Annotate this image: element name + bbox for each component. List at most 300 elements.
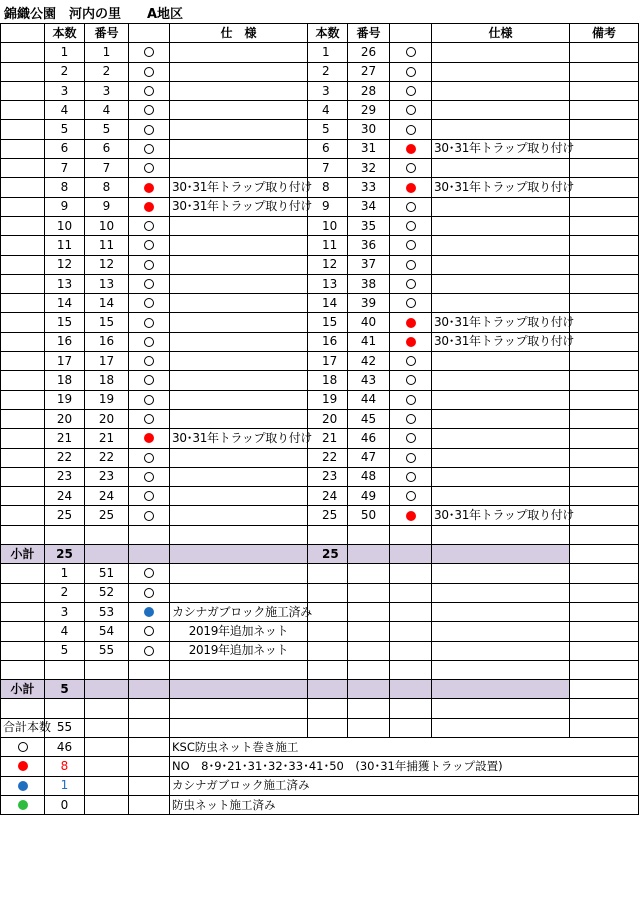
number-cell-2: 37 [348, 255, 390, 274]
empty-cell [390, 718, 432, 737]
table-row [1, 332, 639, 351]
empty-cell [1, 274, 45, 293]
empty-cell [1, 43, 45, 62]
number-cell-2: 26 [348, 43, 390, 62]
number-cell-2: 36 [348, 236, 390, 255]
status-cell [129, 409, 170, 428]
spec-cell-2: 30･31年トラップ取り付け [432, 506, 570, 525]
count-cell-2: 3 [308, 81, 348, 100]
status-cell [129, 641, 170, 660]
number-cell: 19 [85, 390, 129, 409]
remarks-cell [570, 236, 639, 255]
count-cell: 5 [45, 120, 85, 139]
number-cell: 55 [85, 641, 129, 660]
status-cell [129, 332, 170, 351]
spec-cell-2: 30･31年トラップ取り付け [432, 178, 570, 197]
legend-text: NO 8･9･21･31･32･33･41･50 (30･31年捕獲トラップ設置) [170, 757, 639, 776]
empty-cell [1, 139, 45, 158]
total-label: 合計本数 [1, 718, 45, 737]
status-cell [129, 43, 170, 62]
spec-cell [170, 274, 308, 293]
number-cell: 20 [85, 409, 129, 428]
legend-marker [1, 776, 45, 795]
number-cell: 54 [85, 622, 129, 641]
number-cell-2: 34 [348, 197, 390, 216]
empty-cell [1, 467, 45, 486]
count-cell-2: 5 [308, 120, 348, 139]
number-cell: 3 [85, 81, 129, 100]
empty-cell [1, 506, 45, 525]
spec-cell [170, 81, 308, 100]
empty-cell [390, 583, 432, 602]
count-cell-2: 25 [308, 506, 348, 525]
count-cell: 24 [45, 487, 85, 506]
subtotal-cell [348, 680, 390, 699]
red-dot-icon [406, 144, 416, 154]
empty-cell [170, 525, 308, 544]
remarks-cell [570, 371, 639, 390]
number-cell: 14 [85, 294, 129, 313]
remarks-cell [570, 120, 639, 139]
remarks-cell [570, 332, 639, 351]
open-circle-icon [144, 67, 154, 77]
empty-cell [570, 525, 639, 544]
header-row [1, 24, 639, 43]
open-circle-icon [144, 86, 154, 96]
empty-cell [129, 795, 170, 814]
number-cell-2: 44 [348, 390, 390, 409]
number-cell: 7 [85, 159, 129, 178]
spec-cell: 30･31年トラップ取り付け [170, 197, 308, 216]
number-cell-2: 35 [348, 216, 390, 235]
count-cell: 15 [45, 313, 85, 332]
open-circle-icon [144, 260, 154, 270]
subtotal-row [1, 680, 639, 699]
status-cell [129, 622, 170, 641]
spec-cell-2 [432, 255, 570, 274]
open-circle-icon [406, 105, 416, 115]
number-cell-2: 30 [348, 120, 390, 139]
count-cell-2: 14 [308, 294, 348, 313]
summary-row [1, 718, 639, 737]
spec-cell-2: 30･31年トラップ取り付け [432, 313, 570, 332]
empty-cell [570, 602, 639, 621]
empty-cell [570, 660, 639, 679]
status-cell [129, 390, 170, 409]
empty-cell [308, 660, 348, 679]
count-cell-2: 7 [308, 159, 348, 178]
empty-cell [390, 641, 432, 660]
spec-cell [170, 409, 308, 428]
status-cell-2 [390, 371, 432, 390]
table-row [1, 506, 639, 525]
number-cell: 15 [85, 313, 129, 332]
empty-cell [570, 583, 639, 602]
subtotal-row [1, 545, 639, 564]
empty-cell [348, 525, 390, 544]
status-cell-2 [390, 139, 432, 158]
spec-cell [170, 583, 308, 602]
red-dot-icon [18, 761, 28, 771]
empty-cell [1, 197, 45, 216]
spec-cell [170, 43, 308, 62]
empty-cell [390, 622, 432, 641]
subtotal-cell [432, 545, 570, 564]
header-spec: 仕 様 [170, 24, 308, 43]
subtotal-cell [129, 545, 170, 564]
open-circle-icon [144, 588, 154, 598]
open-circle-icon [144, 125, 154, 135]
number-cell: 13 [85, 274, 129, 293]
legend-count: 1 [45, 776, 85, 795]
empty-cell [432, 622, 570, 641]
remarks-cell [570, 62, 639, 81]
empty-cell [45, 525, 85, 544]
green-dot-icon [18, 800, 28, 810]
table-row [1, 43, 639, 62]
header-blank [1, 24, 45, 43]
spec-cell-2 [432, 101, 570, 120]
status-cell-2 [390, 159, 432, 178]
status-cell-2 [390, 506, 432, 525]
status-cell-2 [390, 43, 432, 62]
spec-cell [170, 313, 308, 332]
count-cell: 22 [45, 448, 85, 467]
count-cell: 18 [45, 371, 85, 390]
table-row [1, 274, 639, 293]
remarks-cell [570, 352, 639, 371]
empty-cell [129, 757, 170, 776]
status-cell [129, 236, 170, 255]
empty-cell [1, 159, 45, 178]
number-cell-2: 45 [348, 409, 390, 428]
empty-cell [308, 622, 348, 641]
open-circle-icon [406, 491, 416, 501]
remarks-cell [570, 43, 639, 62]
remarks-cell [570, 390, 639, 409]
status-cell [129, 274, 170, 293]
number-cell-2: 49 [348, 487, 390, 506]
spec-cell [170, 120, 308, 139]
status-cell-2 [390, 274, 432, 293]
table-row [1, 197, 639, 216]
status-cell [129, 602, 170, 621]
legend-row [1, 737, 639, 756]
count-cell-2: 1 [308, 43, 348, 62]
empty-cell [1, 101, 45, 120]
count-cell-2: 12 [308, 255, 348, 274]
empty-cell [170, 699, 308, 718]
open-circle-icon [406, 375, 416, 385]
empty-cell [570, 680, 639, 699]
empty-cell [85, 660, 129, 679]
legend-text: カシナガブロック施工済み [170, 776, 639, 795]
count-cell: 16 [45, 332, 85, 351]
status-cell [129, 197, 170, 216]
remarks-cell [570, 313, 639, 332]
subtotal-value: 25 [45, 545, 85, 564]
status-cell [129, 352, 170, 371]
number-cell-2: 32 [348, 159, 390, 178]
count-cell-2: 19 [308, 390, 348, 409]
number-cell-2: 39 [348, 294, 390, 313]
empty-cell [348, 641, 390, 660]
count-cell: 7 [45, 159, 85, 178]
number-cell-2: 50 [348, 506, 390, 525]
number-cell-2: 31 [348, 139, 390, 158]
empty-cell [170, 718, 308, 737]
subtotal-value-2: 25 [308, 545, 348, 564]
subtotal-cell [390, 680, 432, 699]
legend-count: 0 [45, 795, 85, 814]
spec-cell-2 [432, 120, 570, 139]
spec-cell: 30･31年トラップ取り付け [170, 178, 308, 197]
remarks-cell [570, 467, 639, 486]
count-cell: 8 [45, 178, 85, 197]
legend-marker [1, 757, 45, 776]
empty-cell [129, 737, 170, 756]
count-cell: 12 [45, 255, 85, 274]
number-cell: 4 [85, 101, 129, 120]
empty-cell [1, 313, 45, 332]
count-cell-2: 23 [308, 467, 348, 486]
red-dot-icon [406, 318, 416, 328]
empty-cell [129, 776, 170, 795]
spec-cell [170, 467, 308, 486]
open-circle-icon [144, 356, 154, 366]
status-cell [129, 178, 170, 197]
table-row [1, 448, 639, 467]
table-row [1, 487, 639, 506]
open-circle-icon [18, 742, 28, 752]
status-cell [129, 429, 170, 448]
spec-cell-2 [432, 197, 570, 216]
number-cell: 1 [85, 43, 129, 62]
status-cell-2 [390, 313, 432, 332]
number-cell-2: 33 [348, 178, 390, 197]
status-cell [129, 216, 170, 235]
empty-cell [390, 660, 432, 679]
empty-cell [1, 699, 45, 718]
status-cell-2 [390, 429, 432, 448]
number-cell-2: 48 [348, 467, 390, 486]
empty-cell [348, 602, 390, 621]
number-cell: 18 [85, 371, 129, 390]
open-circle-icon [144, 279, 154, 289]
status-cell [129, 139, 170, 158]
count-cell: 3 [45, 81, 85, 100]
status-cell [129, 62, 170, 81]
empty-cell [1, 352, 45, 371]
open-circle-icon [406, 395, 416, 405]
table-row [1, 236, 639, 255]
count-cell-2: 4 [308, 101, 348, 120]
empty-cell [570, 564, 639, 583]
spec-cell: 30･31年トラップ取り付け [170, 429, 308, 448]
header-remarks: 備考 [570, 24, 639, 43]
empty-cell [432, 718, 570, 737]
open-circle-icon [406, 414, 416, 424]
open-circle-icon [144, 163, 154, 173]
spec-cell [170, 255, 308, 274]
header-mark-2 [390, 24, 432, 43]
count-cell: 4 [45, 101, 85, 120]
spec-cell [170, 390, 308, 409]
empty-cell [85, 525, 129, 544]
count-cell-2: 17 [308, 352, 348, 371]
open-circle-icon [144, 337, 154, 347]
status-cell-2 [390, 236, 432, 255]
number-cell-2: 42 [348, 352, 390, 371]
open-circle-icon [144, 626, 154, 636]
empty-cell [1, 216, 45, 235]
empty-cell [85, 776, 129, 795]
spec-cell-2 [432, 294, 570, 313]
empty-cell [129, 525, 170, 544]
status-cell-2 [390, 81, 432, 100]
count-cell-2: 24 [308, 487, 348, 506]
empty-cell [432, 583, 570, 602]
count-cell: 2 [45, 583, 85, 602]
subtotal-cell [129, 680, 170, 699]
count-cell: 11 [45, 236, 85, 255]
count-cell: 21 [45, 429, 85, 448]
count-cell: 14 [45, 294, 85, 313]
subtotal-cell [432, 680, 570, 699]
spec-cell [170, 487, 308, 506]
number-cell: 23 [85, 467, 129, 486]
table-row [1, 583, 639, 602]
open-circle-icon [144, 105, 154, 115]
empty-cell [308, 602, 348, 621]
status-cell-2 [390, 197, 432, 216]
red-dot-icon [144, 183, 154, 193]
empty-cell [570, 641, 639, 660]
status-cell-2 [390, 62, 432, 81]
remarks-cell [570, 159, 639, 178]
total-value: 55 [45, 718, 85, 737]
spec-cell [170, 294, 308, 313]
table-row [1, 81, 639, 100]
subtotal-cell [348, 545, 390, 564]
count-cell-2: 21 [308, 429, 348, 448]
empty-cell [1, 564, 45, 583]
spec-cell-2 [432, 274, 570, 293]
number-cell: 11 [85, 236, 129, 255]
remarks-cell [570, 197, 639, 216]
number-cell: 9 [85, 197, 129, 216]
table-row [1, 294, 639, 313]
open-circle-icon [406, 260, 416, 270]
status-cell-2 [390, 178, 432, 197]
empty-cell [570, 718, 639, 737]
empty-cell [85, 795, 129, 814]
remarks-cell [570, 487, 639, 506]
empty-cell [85, 718, 129, 737]
empty-cell [1, 120, 45, 139]
empty-cell [308, 564, 348, 583]
open-circle-icon [144, 472, 154, 482]
number-cell: 17 [85, 352, 129, 371]
table-row [1, 409, 639, 428]
legend-marker [1, 795, 45, 814]
remarks-cell [570, 101, 639, 120]
number-cell: 8 [85, 178, 129, 197]
table-row [1, 101, 639, 120]
spec-cell [170, 371, 308, 390]
sheet-title: 錦織公園 河内の里 A地区 [4, 7, 184, 22]
empty-cell [129, 699, 170, 718]
remarks-cell [570, 255, 639, 274]
subtotal-label: 小計 [1, 680, 45, 699]
legend-count: 8 [45, 757, 85, 776]
number-cell-2: 28 [348, 81, 390, 100]
table-row [1, 139, 639, 158]
empty-cell [432, 602, 570, 621]
status-cell [129, 487, 170, 506]
status-cell-2 [390, 448, 432, 467]
empty-cell [1, 448, 45, 467]
number-cell: 52 [85, 583, 129, 602]
table-row [1, 371, 639, 390]
open-circle-icon [406, 240, 416, 250]
spec-cell [170, 332, 308, 351]
status-cell-2 [390, 409, 432, 428]
open-circle-icon [406, 433, 416, 443]
spec-cell-2 [432, 409, 570, 428]
count-cell: 13 [45, 274, 85, 293]
status-cell [129, 506, 170, 525]
spec-cell-2 [432, 487, 570, 506]
empty-cell [348, 583, 390, 602]
number-cell: 6 [85, 139, 129, 158]
empty-cell [570, 622, 639, 641]
count-cell-2: 9 [308, 197, 348, 216]
status-cell-2 [390, 101, 432, 120]
count-cell-2: 6 [308, 139, 348, 158]
subtotal-cell [390, 545, 432, 564]
number-cell: 12 [85, 255, 129, 274]
empty-cell [432, 641, 570, 660]
header-mark [129, 24, 170, 43]
legend-marker [1, 737, 45, 756]
open-circle-icon [144, 298, 154, 308]
number-cell: 25 [85, 506, 129, 525]
count-cell: 9 [45, 197, 85, 216]
open-circle-icon [144, 240, 154, 250]
spec-cell [170, 139, 308, 158]
empty-cell [432, 564, 570, 583]
open-circle-icon [144, 453, 154, 463]
status-cell [129, 81, 170, 100]
count-cell: 6 [45, 139, 85, 158]
red-dot-icon [406, 183, 416, 193]
empty-cell [1, 294, 45, 313]
header-count-2: 本数 [308, 24, 348, 43]
legend-text: KSC防虫ネット巻き施工 [170, 737, 639, 756]
empty-cell [1, 81, 45, 100]
table-row [1, 255, 639, 274]
empty-cell [1, 429, 45, 448]
empty-cell [85, 699, 129, 718]
empty-cell [390, 699, 432, 718]
number-cell-2: 47 [348, 448, 390, 467]
tree-table [0, 23, 639, 815]
empty-cell [1, 255, 45, 274]
empty-cell [432, 660, 570, 679]
header-spec-2: 仕様 [432, 24, 570, 43]
empty-cell [390, 525, 432, 544]
